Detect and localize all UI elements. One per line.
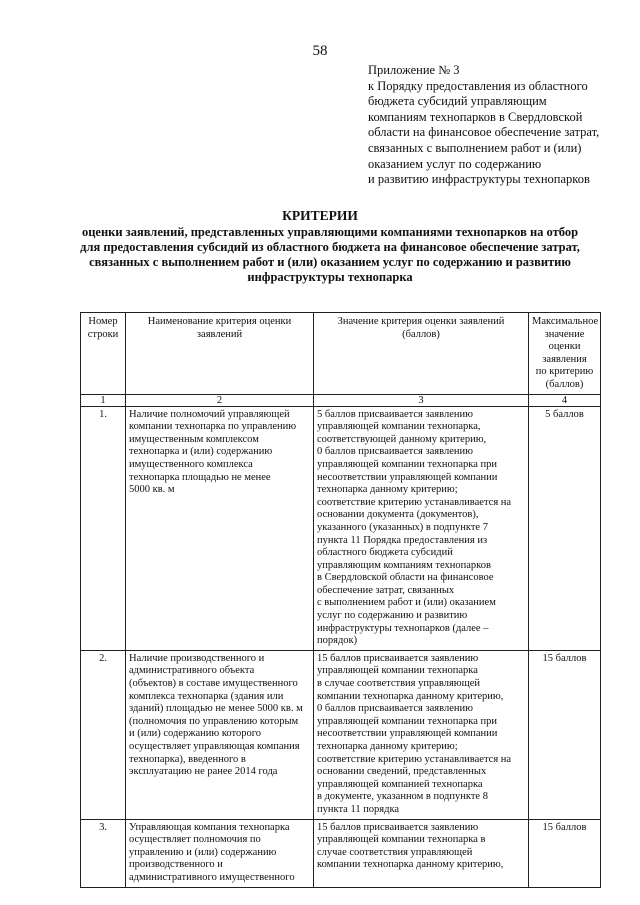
- column-numbers-row: [81, 394, 601, 406]
- annex-line: и развитию инфраструктуры технопарков: [368, 172, 590, 187]
- annex-header: [368, 63, 628, 188]
- row-number: 3.: [81, 819, 126, 887]
- column-number: 4: [529, 394, 601, 406]
- document-subtitle: [60, 225, 600, 285]
- column-number: 2: [126, 394, 314, 406]
- subtitle-line: инфраструктуры технопарка: [247, 270, 413, 284]
- table-header-row: [81, 313, 601, 395]
- annex-line: бюджета субсидий управляющим: [368, 94, 547, 109]
- column-number: 3: [314, 394, 529, 406]
- row-number: 1.: [81, 406, 126, 650]
- annex-line: компаниям технопарков в Свердловской: [368, 109, 583, 124]
- criterion-value: 15 баллов присваивается заявлению управляющей компании технопарка в случае соответствия управляющей компании технопарка данному критерию, 0 баллов присваивается заявлению управляющей компании технопарка при несоответствии управляющей компании технопарка данному критерию; соответствие критерию устанавливается на основании сведений, представленных управляющей компанией технопарка в документе, указанном в подпункте 8 пункта 11 порядка: [314, 650, 529, 819]
- subtitle-line: для предоставления субсидий из областного бюджета на финансовое обеспечение затрат,: [80, 240, 580, 254]
- annex-line: области на финансовое обеспечение затрат,: [368, 125, 600, 140]
- criterion-name: Наличие производственного и административного объекта (объектов) в составе имущественного комплекса технопарка (здания или зданий) площадью не менее 5000 кв. м (полномочия по управлению которым и (или) содержанию которого осуществляет управляющая компания технопарка), введенного в эксплуатацию не ранее 2014 года: [126, 650, 314, 819]
- annex-line: связанных с выполнением работ и (или): [368, 140, 582, 155]
- criterion-name: Управляющая компания технопарка осуществляет полномочия по управлению и (или) содержанию производственного и административного имущественного: [126, 819, 314, 887]
- document-title: КРИТЕРИИ: [282, 208, 358, 223]
- header-criterion-name: Наименование критерия оценки заявлений: [126, 313, 314, 395]
- max-score: 15 баллов: [529, 650, 601, 819]
- header-criterion-value: Значение критерия оценки заявлений (баллов): [314, 313, 529, 395]
- annex-line: к Порядку предоставления из областного: [368, 78, 588, 93]
- row-number: 2.: [81, 650, 126, 819]
- criterion-value: 15 баллов присваивается заявлению управляющей компании технопарка в случае соответствия управляющей компании технопарка данному критерию,: [314, 819, 529, 887]
- page-number: 58: [312, 43, 328, 59]
- header-row-number: Номер строки: [81, 313, 126, 395]
- table-row: [81, 819, 601, 887]
- max-score: 15 баллов: [529, 819, 601, 887]
- table-row: [81, 650, 601, 819]
- column-number: 1: [81, 394, 126, 406]
- table-row: [81, 406, 601, 650]
- subtitle-line: оценки заявлений, представленных управляющими компаниями технопарков на отбор: [81, 225, 579, 239]
- annex-line: Приложение № 3: [368, 63, 460, 77]
- criterion-value: 5 баллов присваивается заявлению управляющей компании технопарка, соответствующей данному критерию, 0 баллов присваивается заявлению управляющей компании технопарка при несоответствии управляющей компании технопарка данному критерию; соответствие критерию устанавливается на основании документа (документов), указанного (указанных) в подпункте 7 пункта 11 Порядка предоставления из областного бюджета субсидий управляющим компаниям технопарков в Свердловской области на финансовое обеспечение затрат, связанных с выполнением работ и (или) оказанием услуг по содержанию и развитию инфраструктуры технопарков (далее – порядок): [314, 406, 529, 650]
- criterion-name: Наличие полномочий управляющей компании технопарка по управлению имущественным комплексом технопарка и (или) содержанию имущественного комплекса технопарка площадью не менее 5000 кв. м: [126, 406, 314, 650]
- criteria-table: [80, 312, 601, 888]
- annex-line: оказанием услуг по содержанию: [368, 156, 542, 171]
- max-score: 5 баллов: [529, 406, 601, 650]
- header-max-score: Максимальное значение оценки заявления по критерию (баллов): [529, 313, 601, 395]
- subtitle-line: связанных с выполнением работ и (или) оказанием услуг по содержанию и развитию: [89, 255, 571, 269]
